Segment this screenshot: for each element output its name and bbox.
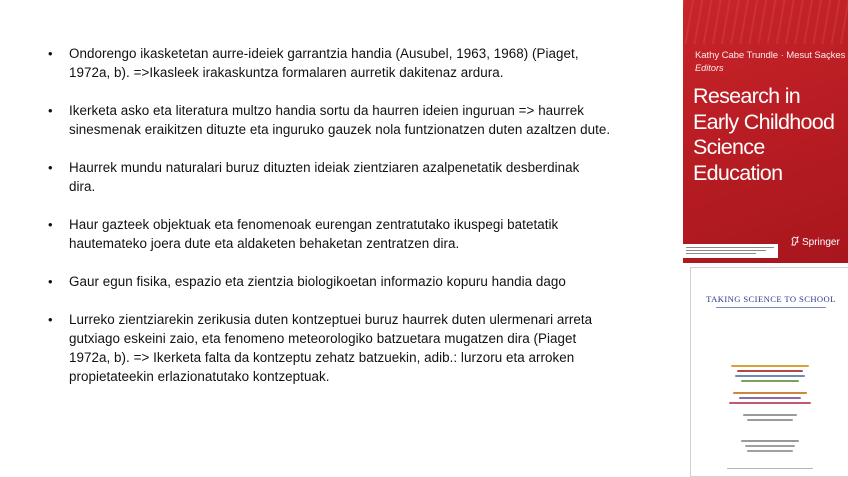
book-title-line: Education — [693, 160, 783, 185]
bullet-line: Lurreko zientziarekin zerikusia duten kontzeptuei buruz haurrek duten ulermenari arreta — [69, 312, 593, 327]
fine-print-line — [686, 250, 766, 251]
report-text-line — [735, 375, 805, 377]
book-cover-image — [683, 0, 848, 263]
report-text-line — [733, 392, 807, 394]
bullet-list — [48, 44, 658, 405]
fine-print-line — [686, 253, 756, 254]
book-title-line: Science — [693, 135, 765, 159]
report-subtitle-graphic — [709, 305, 833, 310]
report-cover-image — [690, 267, 848, 477]
fine-print-line — [686, 247, 774, 248]
report-text-line — [741, 380, 799, 382]
report-text-line — [727, 468, 813, 469]
bullet-dot: • — [48, 217, 53, 232]
report-text-line — [745, 445, 795, 447]
bullet-line: propietateekin erlazionatutako kontzeptuak. — [69, 369, 330, 384]
bullet-line: dira. — [69, 179, 96, 194]
report-text-line — [737, 370, 803, 372]
bullet-line: hautemateko joera dute eta aldaketen behaketan zentratzen dira. — [69, 236, 460, 251]
report-text-line — [731, 365, 809, 367]
report-text-line — [729, 402, 811, 404]
report-text-line — [741, 440, 799, 442]
bullet-line: 1972a, b). =>Ikasleek irakaskuntza formalaren aurretik dakitenaz ardura. — [69, 65, 504, 80]
bullet-item — [48, 101, 658, 139]
bullet-line: Ikerketa asko eta literatura multzo handia sortu da haurren ideien inguruan => haurrek — [69, 103, 584, 118]
book-editors-label: Editors — [695, 63, 724, 73]
bullet-dot: • — [48, 160, 53, 175]
book-authors: Kathy Cabe Trundle · Mesut Saçkes — [695, 50, 846, 61]
bullet-line: 1972a, b). => Ikerketa falta da kontzeptu zehatz batzuekin, adib.: lurzoru eta arroken — [69, 350, 575, 365]
book-title — [693, 84, 845, 186]
book-title-line: Research in — [693, 84, 801, 108]
subtitle-line — [716, 307, 826, 308]
bullet-line: sinesmenak eraikitzen dituzte eta inguruko gauzek nola funtzionatzen duten azaltzen dute. — [69, 122, 611, 137]
bullet-line: Ondorengo ikasketetan aurre-ideiek garrantzia handia (Ausubel, 1963, 1968) (Piaget, — [69, 46, 579, 61]
bullet-line: gutxiago eskeini zaio, eta fenomeno meteorologiko batzuetara mugatzen dira (Piaget — [69, 331, 577, 346]
bullet-item — [48, 272, 658, 291]
cover-pattern — [683, 0, 848, 44]
bullet-dot: • — [48, 46, 53, 61]
bullet-item — [48, 158, 658, 196]
report-text-line — [739, 397, 801, 399]
cover-fine-print — [683, 244, 778, 258]
publisher-logo — [790, 236, 840, 248]
report-text-line — [747, 450, 793, 452]
bullet-dot: • — [48, 274, 53, 289]
publisher-name: Springer — [802, 237, 840, 248]
bullet-line: Haurrek mundu naturalari buruz dituzten ideiak zientziaren azalpenetatik desberdinak — [69, 160, 580, 175]
bullet-line: Haur gazteek objektuak eta fenomenoak eurengan zentratutako ikuspegi batetatik — [69, 217, 559, 232]
bullet-line: Gaur egun fisika, espazio eta zientzia biologikoetan informazio kopuru handia dago — [69, 274, 566, 289]
bullet-item — [48, 215, 658, 253]
book-title-line: Early Childhood — [693, 109, 835, 134]
bullet-item — [48, 310, 658, 386]
report-text-line — [747, 419, 793, 421]
report-text-line — [743, 414, 797, 416]
bullet-dot: • — [48, 312, 53, 327]
springer-horse-icon — [790, 236, 800, 246]
bullet-dot: • — [48, 103, 53, 118]
bullet-item — [48, 44, 658, 82]
report-title: TAKING SCIENCE TO SCHOOL — [706, 294, 836, 304]
